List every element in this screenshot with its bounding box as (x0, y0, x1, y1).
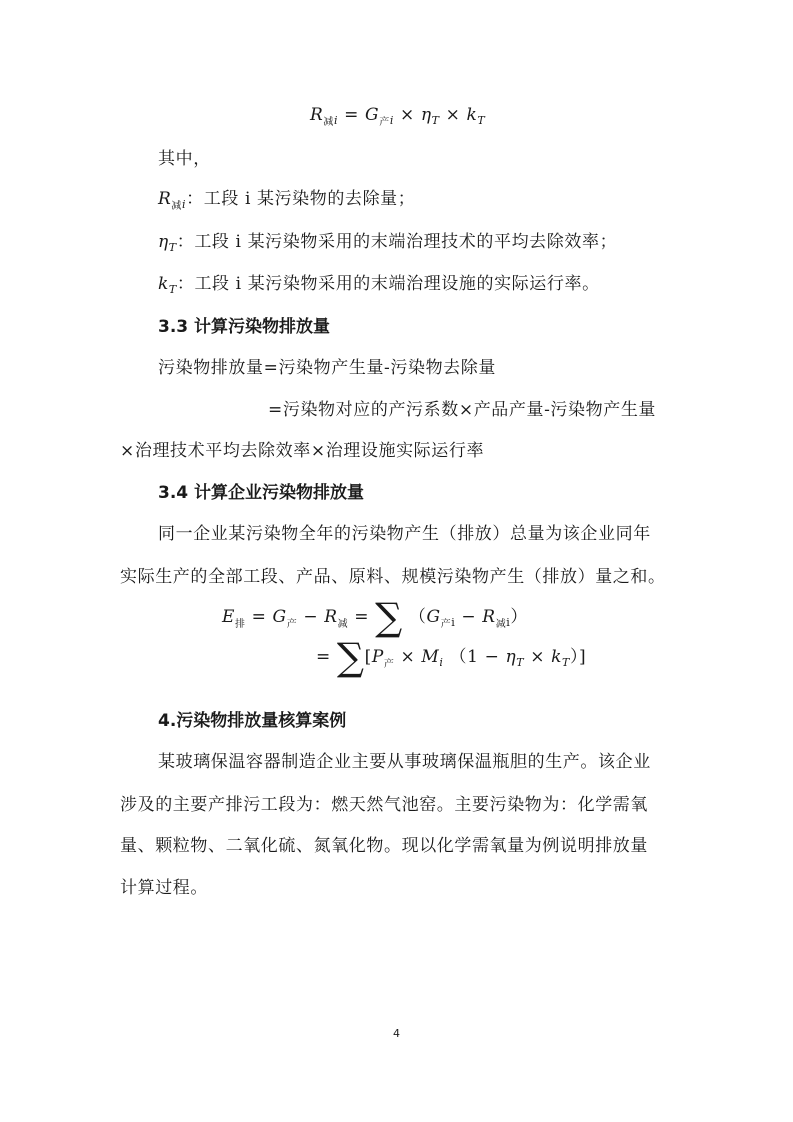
paragraph-line: ×治理技术平均去除效率×治理设施实际运行率 (120, 441, 485, 461)
page-number: 4 (393, 1027, 400, 1040)
subscript: 产 (440, 619, 452, 630)
operator: × (530, 647, 546, 667)
subscript: T (168, 241, 177, 254)
definition-removal (158, 188, 415, 218)
formula-total-row2 (316, 635, 587, 679)
subscript: T (562, 656, 570, 669)
operator: = (251, 607, 267, 627)
sum-symbol: ∑ (375, 595, 403, 639)
formula-removal (310, 104, 485, 134)
bracket: ] (579, 647, 587, 667)
section-heading-4: 4.污染物排放量核算案例 (158, 711, 347, 731)
subscript: i (506, 616, 511, 629)
symbol-r: R (482, 607, 496, 627)
operator: − (303, 607, 319, 627)
subscript: T (477, 114, 486, 127)
number: 1 (467, 647, 479, 667)
bracket: [ (364, 647, 372, 667)
symbol-g: G (365, 105, 380, 125)
operator: − (484, 647, 500, 667)
symbol-k: k (466, 105, 478, 125)
paragraph-line: 某玻璃保温容器制造企业主要从事玻璃保温瓶胆的生产。该企业 (158, 752, 651, 772)
subscript: T (516, 656, 525, 669)
paragraph-line: 量、颗粒物、二氧化硫、氮氧化物。现以化学需氧量为例说明排放量 (120, 836, 648, 856)
subscript: 产 (286, 619, 298, 630)
subscript: T (168, 283, 177, 296)
definition-operation-rate (158, 273, 600, 301)
symbol-e: E (222, 607, 236, 627)
where-label: 其中， (158, 149, 211, 169)
paragraph-line: 计算过程。 (120, 878, 208, 898)
paragraph-line: 同一企业某污染物全年的污染物产生（排放）总量为该企业同年 (158, 524, 651, 544)
operator: − (461, 607, 477, 627)
subscript: 减 (337, 619, 349, 630)
subscript: i (389, 114, 394, 127)
subscript: T (431, 114, 440, 127)
paragraph-line: 污染物排放量=污染物产生量-污染物去除量 (158, 358, 496, 378)
subscript: 排 (235, 619, 246, 630)
operator: × (445, 105, 461, 125)
paren: ） (510, 607, 529, 627)
paragraph-line: 涉及的主要产排污工段为：燃天然气池窑。主要污染物为：化学需氧 (120, 795, 648, 815)
subscript: 产 (383, 659, 395, 670)
symbol-k: k (551, 647, 562, 667)
symbol-g: G (272, 607, 287, 627)
subscript: i (334, 114, 339, 127)
definition-text: ：工段 i 某污染物采用的末端治理技术的平均去除效率； (176, 232, 618, 252)
subscript: 减 (323, 117, 335, 128)
subscript: 减 (495, 619, 507, 630)
paren: （ (449, 647, 468, 667)
symbol-m: M (421, 647, 440, 667)
operator: = (316, 647, 331, 667)
section-heading-3-3: 3.3 计算污染物排放量 (158, 317, 331, 337)
subscript: i (182, 198, 187, 211)
subscript: 减 (171, 201, 183, 212)
sum-symbol: ∑ (336, 635, 365, 679)
section-heading-3-4: 3.4 计算企业污染物排放量 (158, 483, 365, 503)
operator: × (400, 647, 416, 667)
subscript: i (451, 616, 456, 629)
definition-text: ：工段 i 某污染物采用的末端治理设施的实际运行率。 (176, 274, 600, 294)
symbol: R (158, 189, 172, 209)
symbol-p: P (371, 647, 384, 667)
formula-total-row1 (222, 595, 529, 639)
symbol-r: R (324, 607, 338, 627)
subscript: i (439, 656, 444, 669)
symbol-eta: η (505, 647, 517, 667)
paren: （ (408, 607, 427, 627)
definition-text: ：工段 i 某污染物的去除量； (186, 189, 416, 209)
paragraph-line: 实际生产的全部工段、产品、原料、规模污染物产生（排放）量之和。 (120, 567, 666, 587)
definition-efficiency (158, 231, 617, 259)
symbol-eta: η (420, 105, 432, 125)
operator: = (354, 607, 370, 627)
symbol: η (158, 232, 169, 252)
symbol-g: G (426, 607, 441, 627)
operator: × (399, 105, 415, 125)
paragraph-line: =污染物对应的产污系数×产品产量-污染物产生量 (268, 400, 657, 420)
operator: = (344, 105, 360, 125)
paren: ） (569, 647, 580, 667)
subscript: 产 (379, 117, 390, 128)
symbol-r: R (310, 105, 324, 125)
symbol: k (158, 274, 169, 294)
